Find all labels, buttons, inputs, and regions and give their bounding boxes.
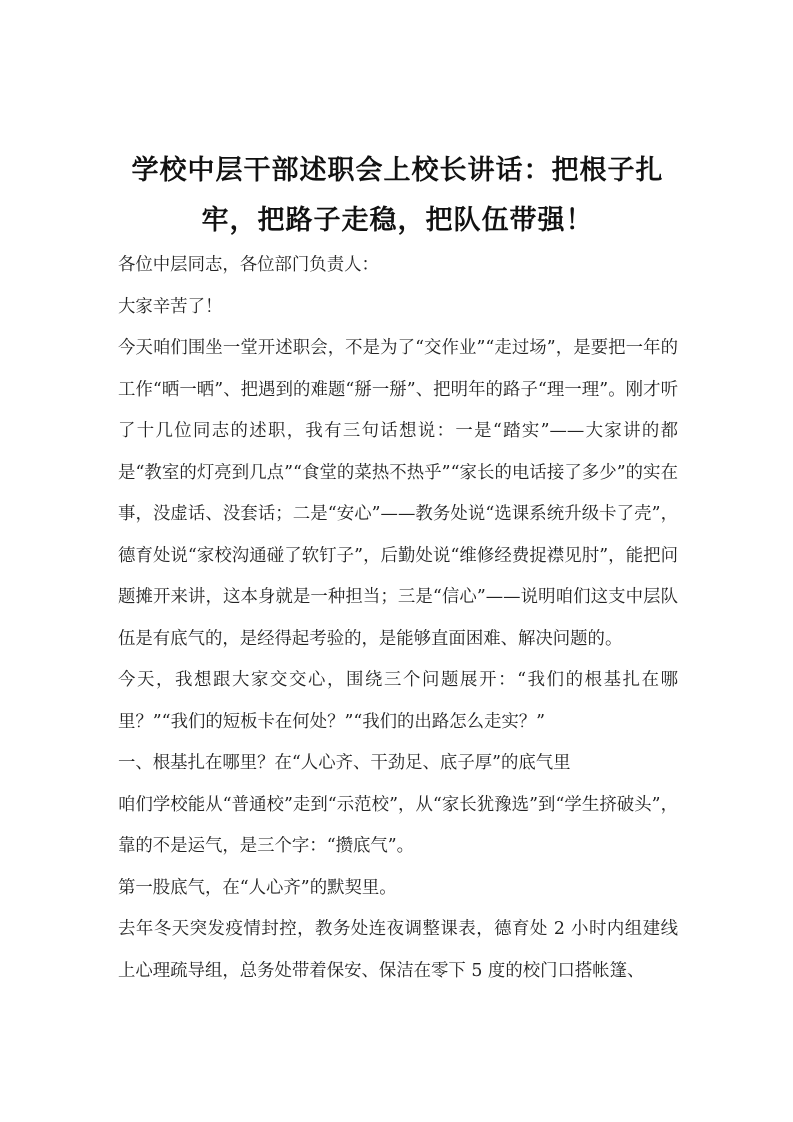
paragraph-foundation: 咱们学校能从“普通校”走到“示范校”，从“家长犹豫选”到“学生挤破头”，靠的不是运气，是三个字：“攒底气”。 [118,794,678,856]
greeting: 大家辛苦了！ [118,296,223,317]
paragraph-intro: 今天咱们围坐一堂开述职会，不是为了“交作业”“走过场”，是要把一年的工作“晒一晒”、把遇到的难题“掰一掰”、把明年的路子“理一理”。刚才听了十几位同志的述职，我有三句话想说：一是“踏实”——大家讲的都是“教室的灯亮到几点”“食堂的菜热不热乎”“家长的电话接了多少”的实在事，没虚话、没套话；二是“安心”——教务处说“选课系统升级卡了壳”，德育处说“家校沟通碰了软钉子”，后勤处说“维修经费捉襟见肘”，能把问题摊开来讲，这本身就是一种担当；三是“信心”——说明咱们这支中层队伍是有底气的，是经得起考验的，是能够直面困难、解决问题的。 [118,338,678,649]
document-body [118,245,678,992]
subheading-first-confidence: 第一股底气，在“人心齐”的默契里。 [118,877,397,898]
title-line-1: 学校中层干部述职会上校长讲话：把根子扎 [131,155,664,187]
paragraph-epidemic-example: 去年冬天突发疫情封控，教务处连夜调整课表，德育处 2 小时内组建线上心理疏导组，总务处带着保安、保洁在零下 5 度的校门口搭帐篷、 [118,919,678,981]
section-heading-1: 一、根基扎在哪里？在“人心齐、干劲足、底子厚”的底气里 [118,753,571,773]
document-title [110,146,685,246]
salutation: 各位中层同志，各位部门负责人： [118,255,379,275]
title-line-2: 牢，把路子走稳，把队伍带强！ [201,205,594,237]
paragraph-three-questions: 今天，我想跟大家交交心，围绕三个问题展开：“我们的根基扎在哪里？”“我们的短板卡在何处？”“我们的出路怎么走实？” [118,670,678,732]
